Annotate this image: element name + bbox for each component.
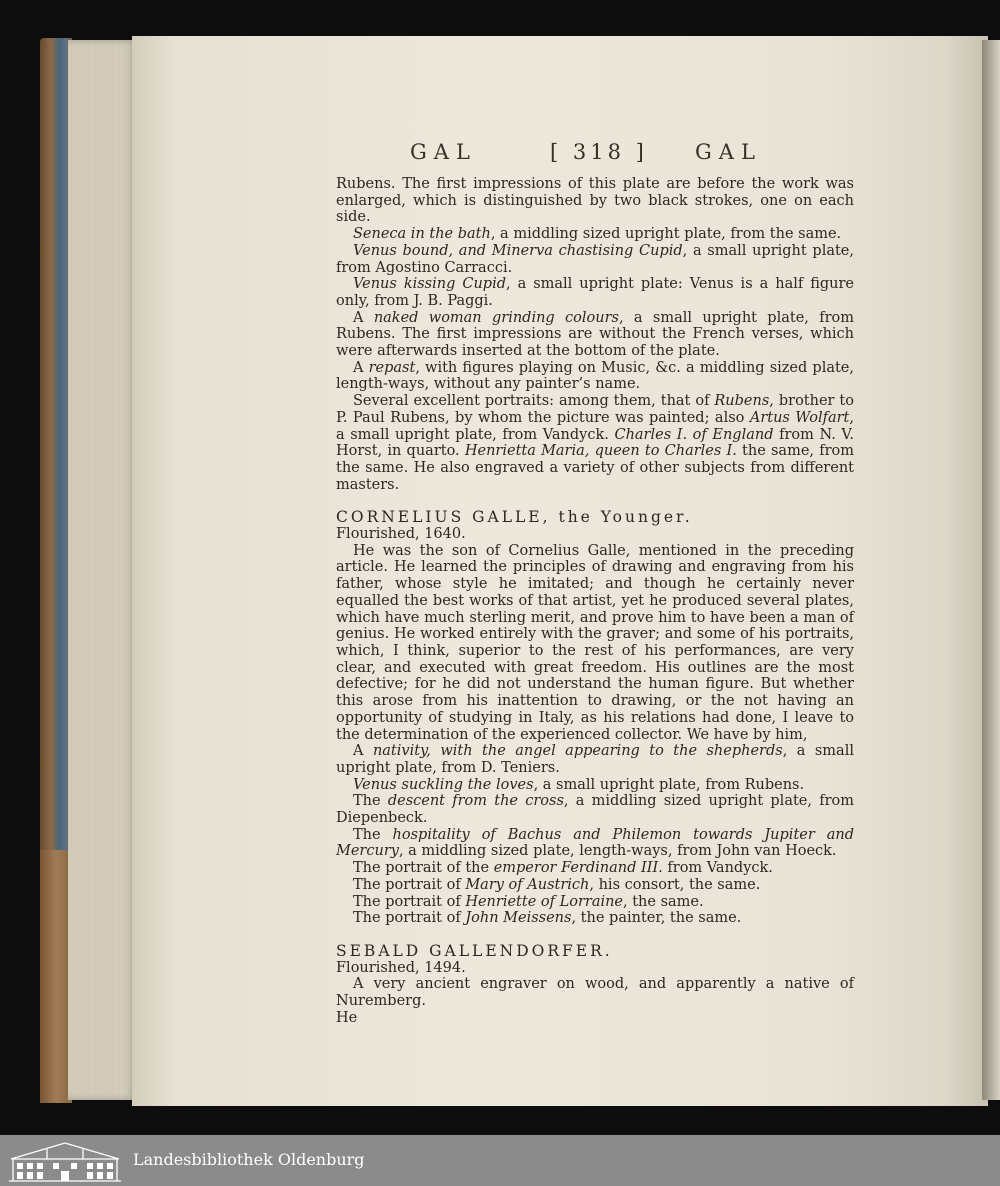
galle-paragraph: A nativity, with the angel appearing to the shepherds, a small upright plate, from D. Teniers.: [336, 743, 854, 776]
entry-sebald-gallendorfer: [336, 976, 854, 1009]
galle-paragraph: He was the son of Cornelius Galle, mentioned in the preceding article. He learned the principles of drawing and engraving from his father, whose style he imitated; and though he certainly never equalled the best works of that artist, yet he produced several plates, which have much sterling merit, and prove him to have been a man of genius. He worked entirely with the graver; and some of his portraits, which, I think, superior to the rest of his performances, are very clear, and executed with great freedom. His outlines are the most defective; for he did not understand the human figure. But whether this arose from his inattention to drawing, or the not having an opportunity of studying in Italy, as his relations had done, I leave to the determination of the experienced collector. We have by him,: [336, 542, 854, 743]
entry-paragraph: Venus kissing Cupid, a small upright plate: Venus is a half figure only, from J. B. Paggi.: [336, 276, 854, 309]
library-building-icon: [7, 1139, 123, 1183]
page-number: [ 318 ]: [550, 140, 648, 164]
entry-paragraph: Venus bound, and Minerva chastising Cupid, a small upright plate, from Agostino Carracci.: [336, 242, 854, 276]
catchword: He: [336, 1009, 358, 1026]
facing-page-edge: [982, 40, 1000, 1100]
galle-paragraph: Venus suckling the loves, a small upright plate, from Rubens.: [353, 776, 805, 793]
entry-paragraph: A repast, with figures playing on Music, &c. a middling sized plate, length-ways, without any painter’s name.: [336, 359, 854, 393]
galle-paragraph: The portrait of Henriette of Lorraine, the same.: [353, 893, 704, 910]
entry-continuation: [336, 176, 854, 493]
galle-paragraph: The hospitality of Bachus and Philemon towards Jupiter and Mercury, a middling sized plate, length-ways, from John van Hoeck.: [336, 826, 854, 860]
flourished-date-1494: Flourished, 1494.: [336, 959, 466, 976]
entry-paragraph: Rubens. The first impressions of this plate are before the work was enlarged, which is distinguished by two black strokes, one on each side.: [336, 176, 854, 226]
page-edges: [68, 40, 138, 1100]
flourished-date-1640: Flourished, 1640.: [336, 526, 466, 543]
gallendorfer-paragraph: A very ancient engraver on wood, and apparently a native of Nuremberg.: [336, 976, 854, 1010]
entry-paragraph: Seneca in the bath, a middling sized upright plate, from the same.: [353, 226, 842, 243]
galle-paragraph: The portrait of the emperor Ferdinand III. from Vandyck.: [353, 860, 773, 877]
entry-paragraph: Several excellent portraits: among them, that of Rubens, brother to P. Paul Rubens, by whom the picture was painted; also Artus Wolfart, a small upright plate, from Vandyck. Charles I. of England from N. V. Horst, in quarto. Henrietta Maria, queen to Charles I. the same, from the same. He also engraved a variety of other subjects from different masters.: [336, 393, 854, 493]
entry-cornelius-galle: [336, 543, 854, 927]
galle-paragraph: The portrait of Mary of Austrich, his consort, the same.: [353, 876, 761, 893]
body-text: [336, 176, 854, 1026]
galle-paragraph: The portrait of John Meissens, the painter, the same.: [353, 910, 742, 927]
entry-paragraph: A naked woman grinding colours, a small upright plate, from Rubens. The first impressions are without the French verses, which were afterwards inserted at the bottom of the plate.: [336, 309, 855, 360]
section-heading-sebald-gallendorfer: SEBALD GALLENDORFER.: [336, 941, 613, 960]
running-head-left: GAL: [410, 140, 477, 164]
section-heading-cornelius-galle: CORNELIUS GALLE, the Younger.: [336, 508, 693, 527]
library-name: Landesbibliothek Oldenburg: [133, 1150, 365, 1169]
galle-paragraph: The descent from the cross, a middling sized upright plate, from Diepenbeck.: [336, 793, 854, 827]
library-footer: [0, 1135, 1000, 1186]
running-head-right: GAL: [695, 140, 762, 164]
